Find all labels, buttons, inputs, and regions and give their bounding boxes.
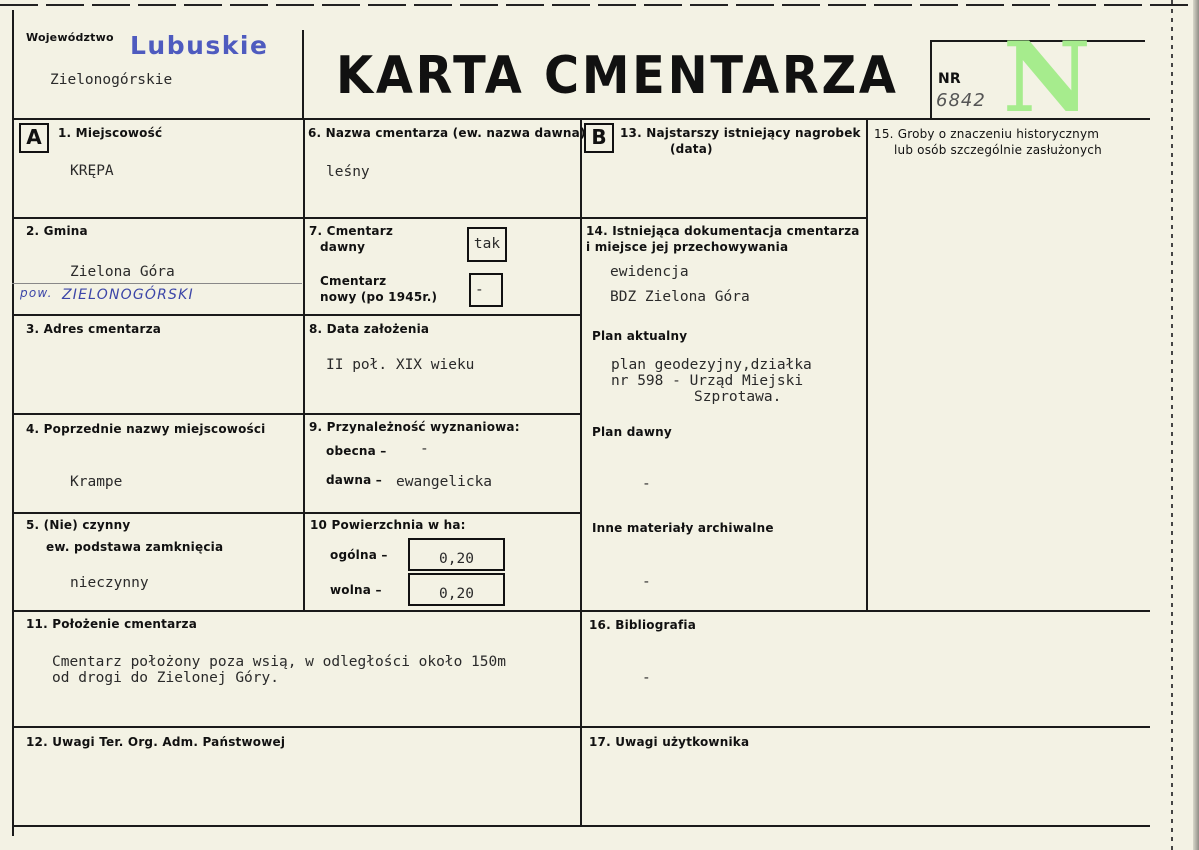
field-10-ogolna-box: 0,20 bbox=[408, 538, 505, 571]
field-6-value: leśny bbox=[326, 164, 370, 180]
nr-value: 6842 bbox=[936, 90, 986, 111]
rule-col-2 bbox=[580, 118, 582, 827]
section-a-letter: A bbox=[19, 123, 49, 153]
plan-aktualny-line-2: nr 598 - Urząd Miejski bbox=[611, 373, 804, 389]
field-7-nowy-label: nowy (po 1945r.) bbox=[320, 290, 438, 304]
field-8-label: 8. Data założenia bbox=[309, 322, 430, 336]
field-6-label: 6. Nazwa cmentarza (ew. nazwa dawna) bbox=[308, 126, 586, 140]
field-10-ogolna-label: ogólna – bbox=[330, 548, 388, 562]
field-2-note-prefix: pow. bbox=[20, 286, 53, 300]
field-5-value: nieczynny bbox=[70, 575, 149, 591]
field-2-note: ZIELONOGÓRSKI bbox=[62, 287, 194, 303]
wojewodztwo-label: Województwo bbox=[26, 31, 114, 44]
field-2-underline bbox=[12, 283, 302, 284]
plan-aktualny-line-3: Szprotawa. bbox=[694, 389, 782, 405]
field-14-value-2: BDZ Zielona Góra bbox=[610, 289, 750, 305]
field-1-label: 1. Miejscowość bbox=[58, 126, 163, 140]
field-11-line-2: od drogi do Zielonej Góry. bbox=[52, 670, 279, 686]
rule-header-divider bbox=[302, 30, 304, 118]
page-title: KARTA CMENTARZA bbox=[336, 46, 899, 106]
field-7-nowy-box: - bbox=[469, 273, 503, 307]
field-4-label: 4. Poprzednie nazwy miejscowości bbox=[26, 422, 266, 436]
wojewodztwo-stamp: Lubuskie bbox=[130, 31, 269, 60]
field-10-wolna-label: wolna – bbox=[330, 583, 382, 597]
field-9-obecna-value: - bbox=[420, 441, 429, 457]
field-1-value: KRĘPA bbox=[70, 163, 114, 179]
inne-materialy-value: - bbox=[642, 574, 651, 590]
field-17-label: 17. Uwagi użytkownika bbox=[589, 735, 750, 749]
nr-label: NR bbox=[938, 71, 961, 87]
plan-aktualny-label: Plan aktualny bbox=[592, 329, 688, 343]
rule-row-4 bbox=[12, 512, 581, 514]
wojewodztwo-typed: Zielonogórskie bbox=[50, 72, 173, 88]
inne-materialy-label: Inne materiały archiwalne bbox=[592, 521, 774, 535]
field-13-sub: (data) bbox=[670, 142, 713, 156]
perforation-right bbox=[1171, 0, 1173, 850]
rule-row-3 bbox=[12, 413, 581, 415]
field-9-dawna-label: dawna – bbox=[326, 473, 382, 487]
field-3-label: 3. Adres cmentarza bbox=[26, 322, 162, 336]
field-10-wolna-box: 0,20 bbox=[408, 573, 505, 606]
field-13-label: 13. Najstarszy istniejący nagrobek bbox=[620, 126, 861, 140]
section-b-letter: B bbox=[584, 123, 614, 153]
plan-dawny-value: - bbox=[642, 476, 651, 492]
field-16-label: 16. Bibliografia bbox=[589, 618, 696, 632]
rule-row-5 bbox=[12, 610, 1150, 612]
field-7-dawny-label: dawny bbox=[320, 240, 366, 254]
field-14-sub: i miejsce jej przechowywania bbox=[586, 240, 789, 254]
field-14-value-1: ewidencja bbox=[610, 264, 689, 280]
rule-bottom bbox=[12, 825, 1150, 827]
field-12-label: 12. Uwagi Ter. Org. Adm. Państwowej bbox=[26, 735, 286, 749]
card-edge bbox=[1193, 0, 1199, 850]
n-highlight-mark: N bbox=[1003, 21, 1091, 134]
field-8-value: II poł. XIX wieku bbox=[326, 357, 475, 373]
field-4-value: Krampe bbox=[70, 474, 123, 490]
field-9-dawna-value: ewangelicka bbox=[396, 474, 493, 490]
rule-row-6 bbox=[12, 726, 1150, 728]
rule-row-2 bbox=[12, 314, 581, 316]
field-5-label: 5. (Nie) czynny bbox=[26, 518, 131, 532]
field-7-cmentarz-label: Cmentarz bbox=[320, 274, 387, 288]
field-9-obecna-label: obecna – bbox=[326, 444, 387, 458]
border-left bbox=[12, 10, 14, 836]
field-7-label: 7. Cmentarz bbox=[309, 224, 394, 238]
field-10-label: 10 Powierzchnia w ha: bbox=[310, 518, 466, 532]
rule-row-1 bbox=[12, 217, 867, 219]
field-14-label: 14. Istniejąca dokumentacja cmentarza bbox=[586, 224, 860, 238]
perforation-top bbox=[0, 4, 1199, 6]
field-11-line-1: Cmentarz położony poza wsią, w odległości około 150m bbox=[52, 654, 506, 670]
rule-col-1 bbox=[303, 118, 305, 611]
rule-nr-left bbox=[930, 40, 932, 118]
field-15-label: 15. Groby o znaczeniu historycznym bbox=[874, 127, 1100, 141]
field-9-label: 9. Przynależność wyznaniowa: bbox=[309, 420, 520, 434]
field-5-sub: ew. podstawa zamknięcia bbox=[46, 540, 224, 554]
plan-aktualny-line-1: plan geodezyjny,działka bbox=[611, 357, 812, 373]
field-7-dawny-box: tak bbox=[467, 227, 507, 262]
plan-dawny-label: Plan dawny bbox=[592, 425, 672, 439]
field-11-label: 11. Położenie cmentarza bbox=[26, 617, 198, 631]
field-16-value: - bbox=[642, 670, 651, 686]
field-15-sub: lub osób szczególnie zasłużonych bbox=[894, 143, 1102, 157]
field-2-value: Zielona Góra bbox=[70, 264, 175, 280]
field-2-label: 2. Gmina bbox=[26, 224, 88, 238]
rule-col-3 bbox=[866, 118, 868, 611]
